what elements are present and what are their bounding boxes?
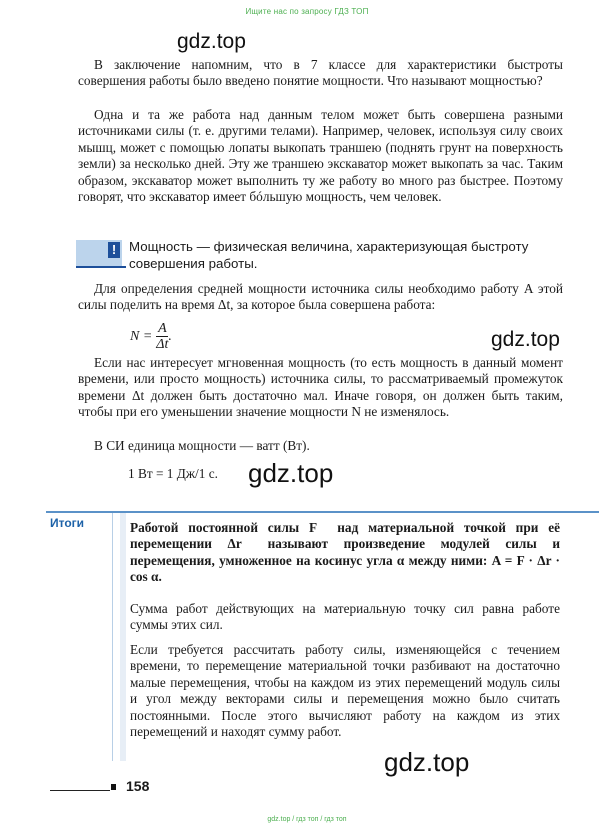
paragraph-4-text: Если нас интересует мгновенная мощность (то есть мощность в данный момент времени, или просто мощность) источника силы, то рассматриваемый промежуток времени Δt должен быть достаточно мал. Иначе говоря, он должен быть таким, чтобы при его уменьшении значение мощности N не изменялось.: [78, 355, 563, 420]
unit-equation: 1 Вт = 1 Дж/1 с.: [128, 466, 218, 481]
top-banner: Ищите нас по запросу ГДЗ ТОП: [245, 7, 369, 16]
definition-text: Мощность — физическая величина, характеризующая быстроту совершения работы.: [129, 239, 529, 271]
formula-numerator: A: [158, 321, 167, 336]
summary-panel: [120, 513, 126, 761]
watermark: gdz.top: [248, 458, 334, 488]
formula-lhs: N =: [130, 329, 153, 345]
summary-statement-1: Работой постоянной силы F⃗ над материальной точкой при её перемещении Δr⃗ называют произведение модулей силы и перемещения, умноженное на косинус угла α между ними: A = F · Δr · cos α.: [130, 520, 560, 585]
watermark: gdz.top: [384, 747, 470, 777]
paragraph-3-text: Для определения средней мощности источника силы необходимо работу A этой силы поделить на время Δt, за которое была совершена работа:: [78, 281, 563, 313]
power-formula: [130, 322, 172, 352]
definition-rule: [76, 266, 126, 268]
exclamation-icon: !: [108, 242, 120, 258]
formula-denominator: Δt: [156, 337, 169, 352]
summary-statement-2: Сумма работ действующих на материальную точку сил равна работе суммы этих сил.: [130, 601, 560, 633]
definition-marker: [76, 240, 122, 267]
formula-tail: .: [168, 329, 172, 345]
footer-marker: [111, 784, 116, 790]
paragraph-5: [78, 438, 563, 454]
watermark: gdz.top: [177, 30, 246, 53]
paragraph-1-text: В заключение напомним, что в 7 классе для характеристики быстроты совершения работы было введено понятие мощности. Что называют мощностью?: [78, 57, 563, 89]
paragraph-5-text: В СИ единица мощности — ватт (Вт).: [94, 438, 310, 453]
formula-fraction: [156, 322, 168, 352]
paragraph-2: [78, 107, 563, 205]
paragraph-1: [78, 57, 563, 90]
footer-rule: [50, 790, 110, 791]
paragraph-2-text: Одна и та же работа над данным телом может быть совершена разными источниками силы (т. е. другими телами). Например, человек, используя силу своих мышц, может с помощью лопаты выкопать траншею (поднять грунт на поверхность земли) за несколько дней. Эту же траншею экскаватор может выкопать за час. Таким образом, экскаватор может выполнить ту же работу во много раз быстрее. Поэтому говорят, что экскаватор имеет бóльшую мощность, чем человек.: [78, 107, 563, 205]
summary-label: Итоги: [50, 516, 85, 530]
summary-top-rule: [46, 511, 599, 513]
watermark: gdz.top: [491, 328, 560, 351]
paragraph-3: [78, 281, 563, 314]
bottom-watermark: gdz.top / гдз топ / гдз топ: [267, 816, 347, 823]
summary-statement-3: Если требуется рассчитать работу силы, изменяющейся с течением времени, то перемещение материальной точки разбивают на достаточно малые перемещения, чтобы на каждом из этих перемещений модуль силы и угол между векторами силы и перемещения можно было считать постоянными. После этого вычисляют работу на каждом из этих перемещений и находят сумму работ.: [130, 642, 560, 740]
summary-divider: [112, 513, 113, 761]
paragraph-4: [78, 355, 563, 421]
page-number: 158: [126, 778, 150, 794]
